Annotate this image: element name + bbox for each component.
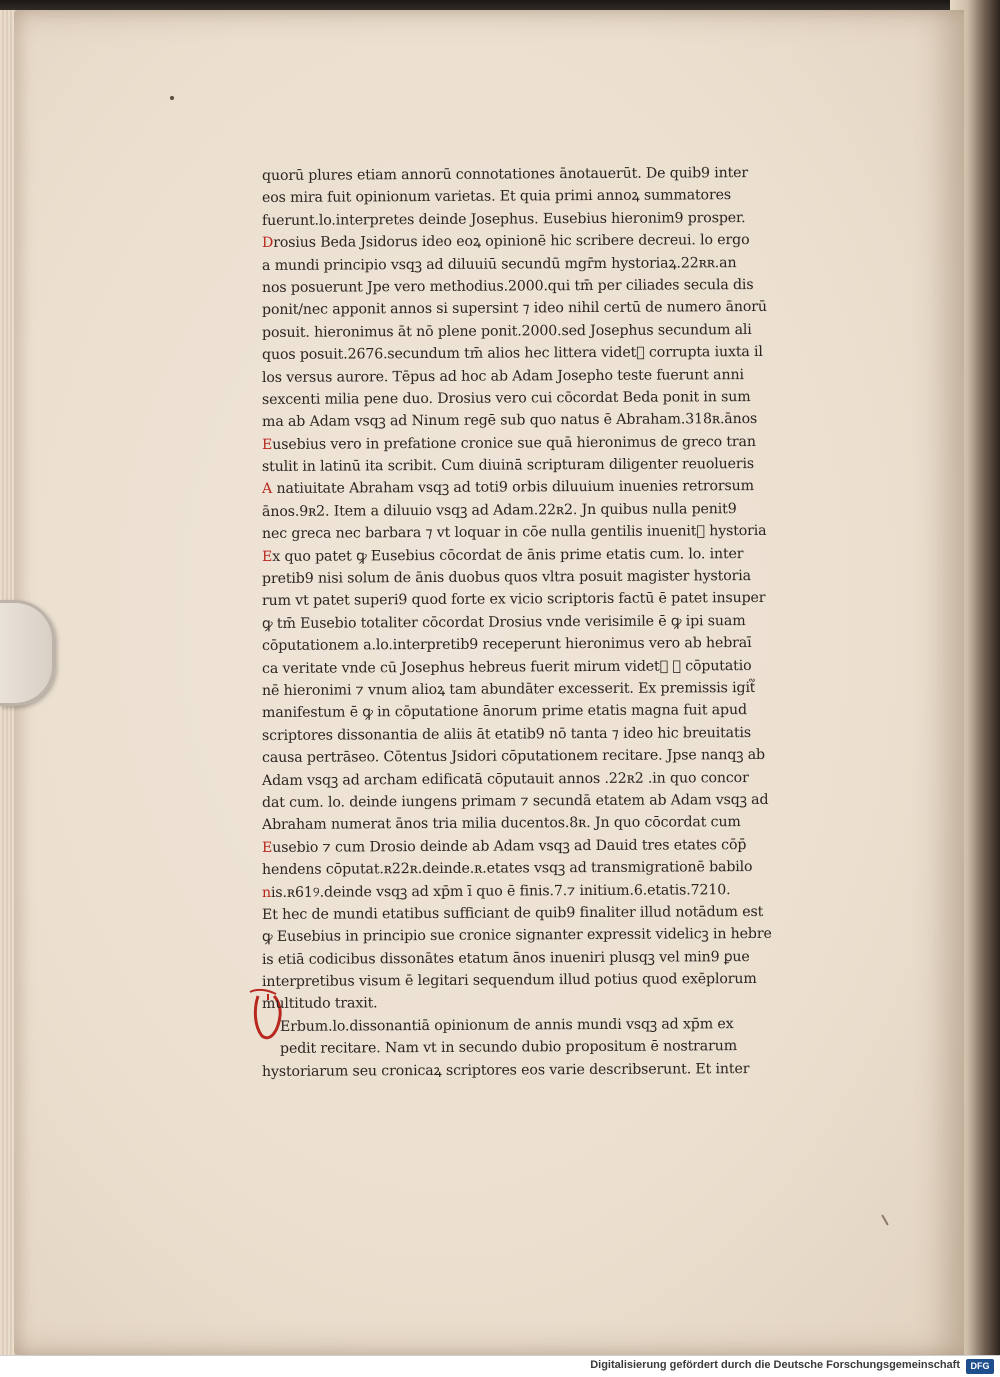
text-line: nis.ʀ61୨.deinde vsqꝫ ad xp̄m ī quo ē finis.7.⁊ initium.6.etatis.7210. — [261, 881, 731, 901]
text-line: Ex quo patet ꝙ Eusebius cōcordat de ānis prime etatis cum. lo. inter — [261, 545, 744, 565]
text-line: quorū plures etiam annorū connotationes ānotauerūt. De quib9 inter — [261, 165, 749, 184]
text-line: pretib9 nisi solum de ānis duobus quos vltra posuit magister hystoria — [261, 568, 751, 588]
text-line: scriptores dissonantia de aliis āt etatib9 nō tanta ⁊ ideo hic breuitatis — [261, 724, 752, 744]
text-line: Et hec de mundi etatibus sufficiant de quib9 finaliter illud notādum est — [261, 903, 764, 923]
text-line: interpretibus visum ē legitari sequendum illud potius quod exēplorum — [261, 971, 757, 991]
text-line: ꝙ tm̄ Eusebio totaliter cōcordat Drosius vnde verisimile ē ꝙ ipi suam — [261, 612, 746, 632]
text-line: ānos.9ʀ2. Item a diluuio vsqꝫ ad Adam.22ʀ2. Jn quibus nulla penit9 — [261, 500, 737, 520]
text-line: is etiā codicibus dissonātes etatum ānos inueniri plusqꝫ vel min9 ꝑue — [261, 948, 750, 968]
text-line: A natiuitate Abraham vsqꝫ ad toti9 orbis diluuium inuenies retrorsum — [261, 478, 754, 498]
text-line: ma ab Adam vsqꝫ ad Ninum regē sub quo natus ē Abraham.318ʀ.ānos — [261, 411, 758, 431]
text-line: multitudo traxit. — [261, 995, 378, 1013]
text-line: manifestum ē ꝙ in cōputatione ānorum prime etatis magna fuit apud — [261, 702, 747, 722]
text-line: causa pertrāseo. Cōtentus Jsidori cōputationem recitare. Jpse nanqꝫ ab — [261, 747, 765, 767]
text-column — [262, 165, 862, 1083]
text-line: hystoriarum seu cronicaꝝ scriptores eos varie describserunt. Et inter — [261, 1060, 750, 1080]
text-line: fuerunt.lo.interpretes deinde Josephus. Eusebius hieronim9 prosper. — [261, 209, 746, 229]
text-line: rum vt patet superi9 quod forte ex vicio scriptoris factū ē patet insuper — [261, 590, 766, 610]
text-line: Eusebio ⁊ cum Drosio deinde ab Adam vsqꝫ ad Dauid tres etates cōp̄ — [261, 836, 747, 856]
text-line: hendens cōputat.ʀ22ʀ.deinde.ʀ.etates vsqꝫ ad transmigrationē babilo — [261, 859, 753, 879]
text-line: Abraham numerat ānos tria milia ducentos.8ʀ. Jn quo cōcordat cum — [261, 814, 741, 834]
text-line: cōputationem a.lo.interpretib9 receperunt hieronimus vero ab hebraī — [261, 635, 752, 655]
text-line: nē hieronimi ⁊ vnum alioꝝ tam abundāter excesserit. Ex premissis igit᷑ — [261, 679, 755, 699]
text-line: Eusebius vero in prefatione cronice sue quā hieronimus de greco tran — [261, 433, 756, 453]
text-line: ponit/nec apponit annos si supersint ⁊ ideo nihil certū de numero ānorū — [261, 299, 767, 319]
text-line: Drosius Beda Jsidorus ideo eoꝝ opinionē hic scribere decreui. lo ergo — [261, 232, 750, 252]
text-line: ca veritate vnde cū Josephus hebreus fuerit mirum videt᷑ ꝙ cōputatio — [261, 657, 752, 677]
text-line: sexcenti milia pene duo. Drosius vero cui cōcordat Beda ponit in sum — [261, 388, 751, 408]
text-line: quos posuit.2676.secundum tm̄ alios hec littera videt᷑ corrupta iuxta il — [261, 344, 763, 364]
page-clip-tab — [0, 600, 55, 706]
text-line: nos posuerunt Jpe vero methodius.2000.qui tm̄ per ciliades secula dis — [261, 276, 754, 296]
text-line: pedit recitare. Nam vt in secundo dubio propositum ē nostrarum — [279, 1038, 738, 1058]
text-line: eos mira fuit opinionum varietas. Et quia primi annoꝝ summatores — [261, 187, 731, 207]
text-line: Erbum.lo.dissonantiā opinionum de annis mundi vsqꝫ ad xp̄m ex — [279, 1015, 734, 1035]
text-line: posuit. hieronimus āt nō plene ponit.2000.sed Josephus secundum ali — [261, 321, 752, 341]
text-line: a mundi principio vsqꝫ ad diluuiū secundū mgr̄m hystoriaꝝ.22ʀʀ.an — [261, 254, 737, 274]
footer-bar — [0, 1355, 1000, 1377]
text-line: nec greca nec barbara ⁊ vt loquar in cōe nulla gentilis inuenit᷑ hystoria — [261, 523, 767, 543]
text-line: stulit in latinū ita scribit. Cum diuinā scripturam diligenter reuolueris — [261, 456, 755, 476]
text-line: los versus aurore. Tēpus ad hoc ab Adam Josepho teste fuerunt anni — [261, 366, 744, 386]
text-line: dat cum. lo. deinde iungens primam ⁊ secundā etatem ab Adam vsqꝫ ad — [261, 791, 769, 811]
paper-speck — [170, 96, 174, 100]
text-line: ꝙ Eusebius in principio sue cronice signanter expressit videlicꝫ in hebre — [261, 926, 772, 946]
funding-credit: Digitalisierung gefördert durch die Deutsche Forschungsgemeinschaft — [590, 1359, 960, 1371]
dfg-logo: DFG — [966, 1359, 994, 1374]
text-line: Adam vsqꝫ ad archam edificatā cōputauit annos .22ʀ2 .in quo concor — [261, 769, 749, 789]
